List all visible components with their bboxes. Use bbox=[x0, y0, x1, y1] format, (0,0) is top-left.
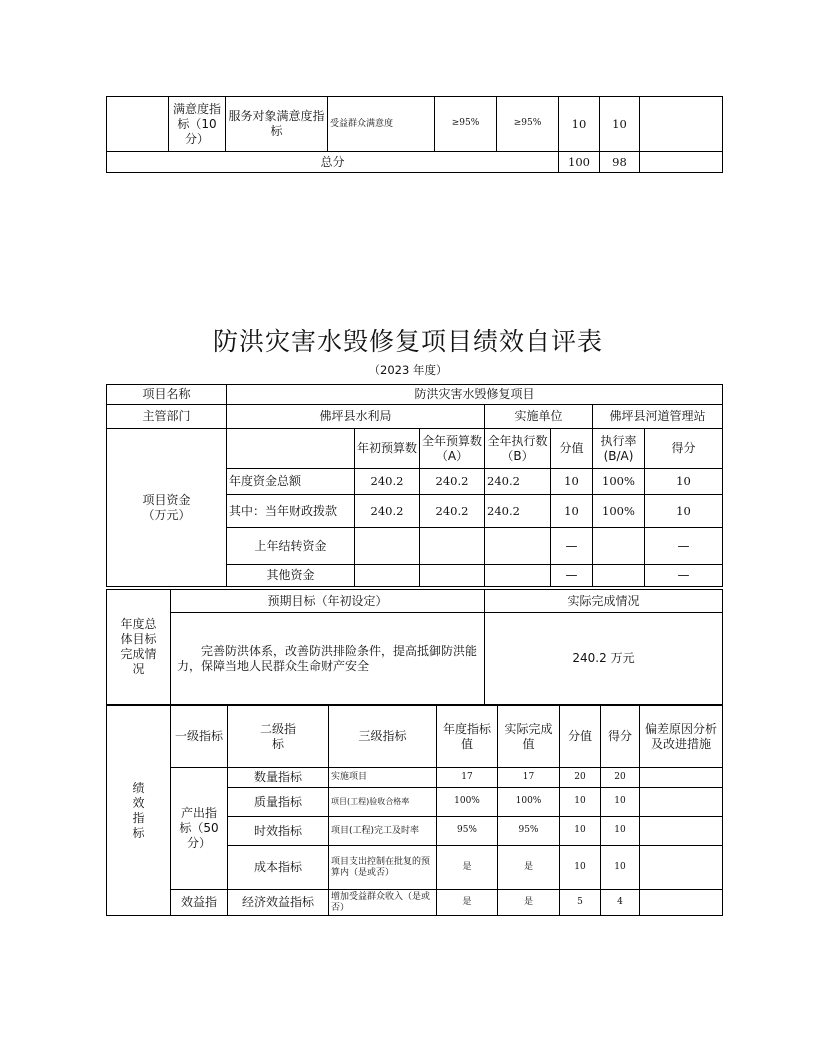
funds-header-annual: 全年预算数（A） bbox=[420, 429, 485, 469]
funds-cell: 240.2 bbox=[485, 469, 551, 495]
perf-l3: 项目(工程)完工及时率 bbox=[329, 817, 437, 846]
perf-actual: 95% bbox=[498, 817, 560, 846]
perf-l3: 项目(工程)验收合格率 bbox=[329, 788, 437, 817]
funds-cell: — bbox=[551, 565, 593, 587]
funds-cell bbox=[355, 528, 420, 565]
perf-score: 4 bbox=[601, 890, 640, 916]
perf-header: 二级指标 bbox=[228, 706, 329, 768]
total-score: 98 bbox=[600, 152, 640, 173]
perf-weight: 10 bbox=[560, 846, 601, 890]
perf-weight: 5 bbox=[560, 890, 601, 916]
perf-target: 95% bbox=[437, 817, 498, 846]
funds-cell: 240.2 bbox=[485, 495, 551, 528]
perf-score: 10 bbox=[601, 846, 640, 890]
funds-cell bbox=[593, 528, 645, 565]
funds-cell: 10 bbox=[645, 469, 723, 495]
page-title: 防洪灾害水毁修复项目绩效自评表 bbox=[212, 327, 603, 356]
perf-actual: 是 bbox=[498, 890, 560, 916]
funds-cell bbox=[485, 528, 551, 565]
perf-score: 10 bbox=[601, 788, 640, 817]
perf-header: 三级指标 bbox=[329, 706, 437, 768]
satisfaction-target: ≥95% bbox=[435, 97, 497, 152]
project-name-label: 项目名称 bbox=[107, 385, 227, 405]
impl-label: 实施单位 bbox=[485, 405, 593, 429]
funds-label: 项目资金（万元） bbox=[107, 429, 227, 587]
perf-target: 是 bbox=[437, 846, 498, 890]
funds-header-executed: 全年执行数（B） bbox=[485, 429, 551, 469]
satisfaction-level1: 满意度指标（10分） bbox=[169, 97, 226, 152]
perf-remark bbox=[640, 788, 723, 817]
perf-header: 实际完成值 bbox=[498, 706, 560, 768]
perf-header: 一级指标 bbox=[171, 706, 228, 768]
funds-cell: — bbox=[645, 528, 723, 565]
funds-row-name: 年度资金总额 bbox=[227, 469, 355, 495]
funds-cell bbox=[355, 565, 420, 587]
perf-weight: 10 bbox=[560, 817, 601, 846]
page-subtitle: （2023 年度） bbox=[368, 363, 448, 377]
perf-score: 10 bbox=[601, 817, 640, 846]
funds-cell: 240.2 bbox=[420, 495, 485, 528]
funds-cell: — bbox=[551, 528, 593, 565]
top-indicator-table bbox=[106, 96, 723, 173]
funds-cell: 100% bbox=[593, 495, 645, 528]
satisfaction-actual: ≥95% bbox=[497, 97, 559, 152]
goals-actual-header: 实际完成情况 bbox=[485, 590, 723, 613]
funds-cell: 10 bbox=[645, 495, 723, 528]
perf-l2: 成本指标 bbox=[228, 846, 329, 890]
funds-cell: 100% bbox=[593, 469, 645, 495]
blank-cell bbox=[107, 97, 169, 152]
perf-l2: 经济效益指标 bbox=[228, 890, 329, 916]
funds-cell: 10 bbox=[551, 495, 593, 528]
perf-l2: 时效指标 bbox=[228, 817, 329, 846]
impl-value: 佛坪县河道管理站 bbox=[593, 405, 723, 429]
benefit-label: 效益指 bbox=[171, 890, 228, 916]
total-label: 总分 bbox=[107, 152, 559, 173]
satisfaction-level3: 受益群众满意度 bbox=[328, 97, 435, 152]
funds-header-initial: 年初预算数 bbox=[355, 429, 420, 469]
dept-value: 佛坪县水利局 bbox=[227, 405, 485, 429]
performance-table bbox=[106, 705, 723, 916]
goals-expected-header: 预期目标（年初设定） bbox=[171, 590, 485, 613]
funds-cell bbox=[485, 565, 551, 587]
funds-cell: — bbox=[645, 565, 723, 587]
satisfaction-weight: 10 bbox=[559, 97, 600, 152]
perf-target: 17 bbox=[437, 768, 498, 788]
perf-remark bbox=[640, 846, 723, 890]
funds-row-name: 其他资金 bbox=[227, 565, 355, 587]
perf-header: 得分 bbox=[601, 706, 640, 768]
funds-row-name: 上年结转资金 bbox=[227, 528, 355, 565]
perf-target: 100% bbox=[437, 788, 498, 817]
dept-label: 主管部门 bbox=[107, 405, 227, 429]
goals-table bbox=[106, 589, 723, 705]
funds-row-name: 其中：当年财政拨款 bbox=[227, 495, 355, 528]
perf-l3: 实施项目 bbox=[329, 768, 437, 788]
funds-header-blank bbox=[227, 429, 355, 469]
perf-score: 20 bbox=[601, 768, 640, 788]
funds-cell: 240.2 bbox=[355, 469, 420, 495]
funds-header-score: 得分 bbox=[645, 429, 723, 469]
total-remark bbox=[640, 152, 723, 173]
satisfaction-score: 10 bbox=[600, 97, 640, 152]
satisfaction-remark bbox=[640, 97, 723, 152]
perf-l3: 增加受益群众收入（是或否） bbox=[329, 890, 437, 916]
goals-actual: 240.2 万元 bbox=[485, 613, 723, 705]
perf-remark bbox=[640, 890, 723, 916]
funds-header-weight: 分值 bbox=[551, 429, 593, 469]
perf-actual: 17 bbox=[498, 768, 560, 788]
funds-cell: 240.2 bbox=[355, 495, 420, 528]
funds-cell: 10 bbox=[551, 469, 593, 495]
goals-label: 年度总体目标完成情况 bbox=[107, 590, 171, 705]
perf-weight: 20 bbox=[560, 768, 601, 788]
perf-weight: 10 bbox=[560, 788, 601, 817]
output-label: 产出指标（50分） bbox=[171, 768, 228, 890]
perf-header: 年度指标值 bbox=[437, 706, 498, 768]
funds-cell bbox=[420, 565, 485, 587]
perf-remark bbox=[640, 817, 723, 846]
perf-l3: 项目支出控制在批复的预算内（是或否） bbox=[329, 846, 437, 890]
total-weight: 100 bbox=[559, 152, 600, 173]
perf-remark bbox=[640, 768, 723, 788]
goals-expected: 完善防洪体系，改善防洪排险条件，提高抵御防洪能力，保障当地人民群众生命财产安全 bbox=[171, 613, 485, 705]
perf-l2: 质量指标 bbox=[228, 788, 329, 817]
project-info-table bbox=[106, 384, 723, 587]
perf-header: 偏差原因分析及改进措施 bbox=[640, 706, 723, 768]
perf-l2: 数量指标 bbox=[228, 768, 329, 788]
perf-target: 是 bbox=[437, 890, 498, 916]
funds-cell bbox=[420, 528, 485, 565]
funds-header-rate: 执行率(B/A) bbox=[593, 429, 645, 469]
perf-label: 绩效指标 bbox=[107, 706, 171, 916]
perf-actual: 是 bbox=[498, 846, 560, 890]
funds-cell: 240.2 bbox=[420, 469, 485, 495]
funds-cell bbox=[593, 565, 645, 587]
perf-header: 分值 bbox=[560, 706, 601, 768]
project-name: 防洪灾害水毁修复项目 bbox=[227, 385, 723, 405]
perf-actual: 100% bbox=[498, 788, 560, 817]
satisfaction-level2: 服务对象满意度指标 bbox=[226, 97, 328, 152]
